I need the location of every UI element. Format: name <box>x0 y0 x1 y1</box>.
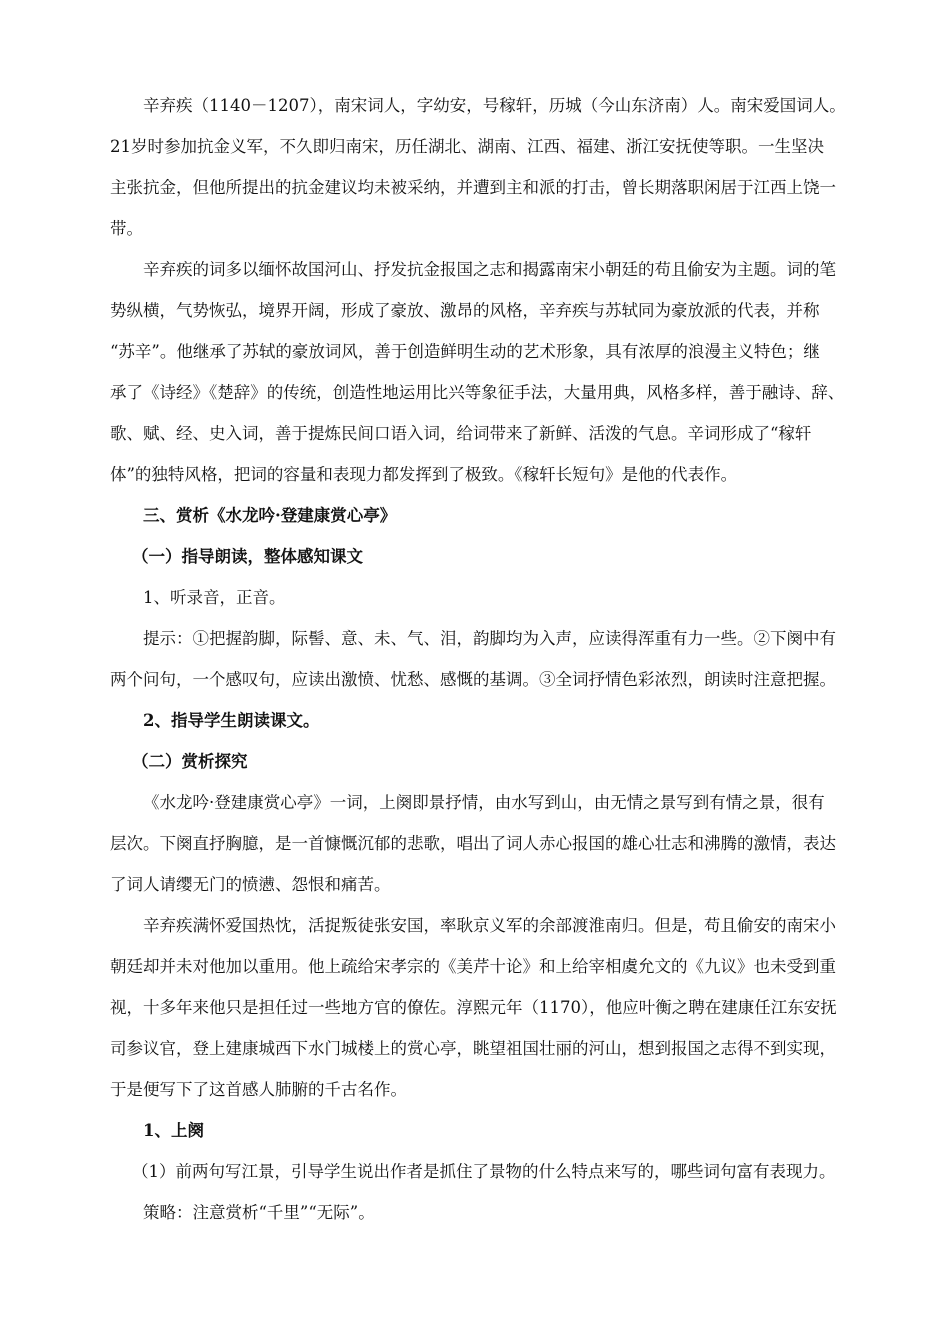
analysis-para-line-3: 了词人请缨无门的愤懑、怨恨和痛苦。 <box>110 875 391 894</box>
strategy-line: 策略：注意赏析“千里”“无际”。 <box>143 1203 375 1222</box>
background-para-line-4: 司参议官，登上建康城西下水门城楼上的赏心亭，眺望祖国壮丽的河山，想到报国之志得不到实现， <box>110 1039 836 1058</box>
question-1: （1）前两句写江景，引导学生说出作者是抓住了景物的什么特点来写的，哪些词句富有表现力。 <box>132 1162 836 1181</box>
bio-para-line-2: 21岁时参加抗金义军，不久即归南宋，历任湖北、湖南、江西、福建、浙江安抚使等职。一生坚决 <box>110 137 824 156</box>
hint-para-line-2: 两个问句，一个感叹句，应读出激愤、忧愁、感慨的基调。③全词抒情色彩浓烈，朗读时注意把握。 <box>110 670 836 689</box>
section-heading-3: 三、赏析《水龙吟·登建康赏心亭》 <box>143 506 397 525</box>
style-para-line-3: “苏辛”。他继承了苏轼的豪放词风，善于创造鲜明生动的艺术形象，具有浓厚的浪漫主义特色；继 <box>110 342 820 361</box>
background-para-line-1: 辛弃疾满怀爱国热忱，活捉叛徒张安国，率耿京义军的余部渡淮南归。但是，苟且偷安的南宋小 <box>143 916 836 935</box>
bio-para-line-4: 带。 <box>110 219 143 238</box>
hint-para-line-1: 提示：①把握韵脚，际髻、意、未、气、泪，韵脚均为入声，应读得浑重有力一些。②下阕中有 <box>143 629 836 648</box>
subsection-heading-1: （一）指导朗读，整体感知课文 <box>132 547 363 566</box>
upper-stanza-heading: 1、上阕 <box>143 1121 204 1140</box>
background-para-line-3: 视，十多年来他只是担任过一些地方官的僚佐。淳熙元年（1170），他应叶衡之聘在建康任江东安抚 <box>110 998 837 1017</box>
background-para-line-2: 朝廷却并未对他加以重用。他上疏给宋孝宗的《美芹十论》和上给宰相虞允文的《九议》也未受到重 <box>110 957 836 976</box>
bio-para-line-1: 辛弃疾（1140－1207），南宋词人，字幼安，号稼轩，历城（今山东济南）人。南宋爱国词人。 <box>143 96 846 115</box>
style-para-line-5: 歌、赋、经、史入词，善于提炼民间口语入词，给词带来了新鲜、活泼的气息。辛词形成了“稼轩 <box>110 424 812 443</box>
analysis-para-line-2: 层次。下阕直抒胸臆，是一首慷慨沉郁的悲歌，唱出了词人赤心报国的雄心壮志和沸腾的激情，表达 <box>110 834 836 853</box>
bio-para-line-3: 主张抗金，但他所提出的抗金建议均未被采纳，并遭到主和派的打击，曾长期落职闲居于江西上饶一 <box>110 178 836 197</box>
style-para-line-6: 体”的独特风格，把词的容量和表现力都发挥到了极致。《稼轩长短句》是他的代表作。 <box>110 465 738 484</box>
subsection-heading-2: （二）赏析探究 <box>132 752 248 771</box>
style-para-line-2: 势纵横，气势恢弘，境界开阔，形成了豪放、激昂的风格，辛弃疾与苏轼同为豪放派的代表，并称 <box>110 301 820 320</box>
style-para-line-4: 承了《诗经》《楚辞》的传统，创造性地运用比兴等象征手法，大量用典，风格多样，善于融诗、辞、 <box>110 383 845 402</box>
background-para-line-5: 于是便写下了这首感人肺腑的千古名作。 <box>110 1080 407 1099</box>
analysis-para-line-1: 《水龙吟·登建康赏心亭》一词，上阕即景抒情，由水写到山，由无情之景写到有情之景，很有 <box>143 793 825 812</box>
step-1-listen: 1、听录音，正音。 <box>143 588 286 607</box>
step-2-heading: 2、指导学生朗读课文。 <box>143 711 320 730</box>
document-page <box>110 0 855 1344</box>
style-para-line-1: 辛弃疾的词多以缅怀故国河山、抒发抗金报国之志和揭露南宋小朝廷的苟且偷安为主题。词的笔 <box>143 260 836 279</box>
